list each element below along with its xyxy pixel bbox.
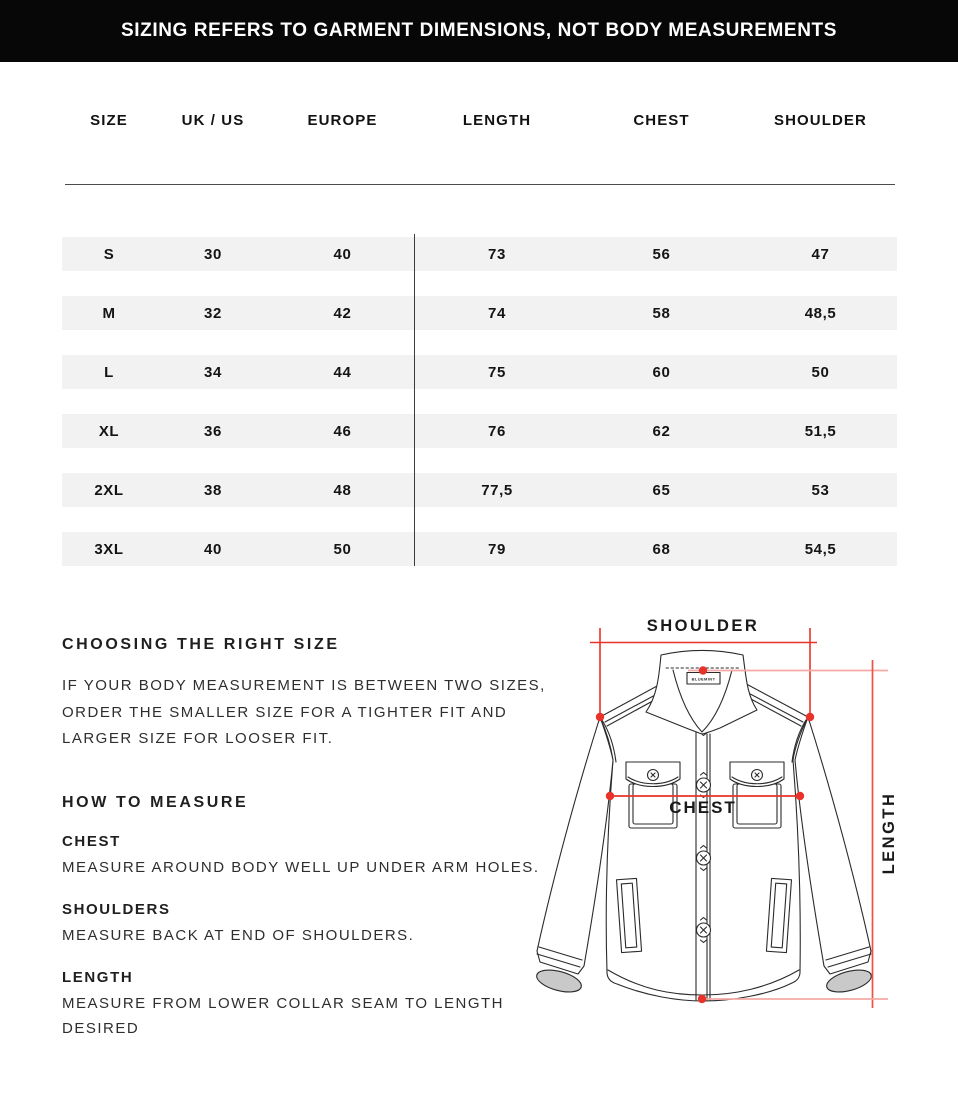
size-table-body [62,237,897,591]
measure-item-length [62,969,567,1041]
measure-label: CHEST [62,832,121,850]
cell-uk-us: 34 [204,363,222,381]
cell-size: 2XL [94,481,124,499]
measure-text: MEASURE AROUND BODY WELL UP UNDER ARM HOLES. [62,858,540,876]
header-rule [65,184,895,185]
cell-chest: 68 [652,540,671,558]
cell-europe: 50 [333,540,352,558]
measure-text: MEASURE BACK AT END OF SHOULDERS. [62,926,415,944]
garment-tag-label: BLUEMINT [691,676,716,682]
cell-shoulder: 50 [811,363,830,381]
measure-label: SHOULDERS [62,900,171,918]
cell-length: 79 [488,540,506,558]
cell-uk-us: 30 [204,245,222,263]
cell-chest: 62 [652,422,671,440]
shirt-diagram [520,600,958,1094]
cell-size: M [102,304,116,322]
table-row [62,296,897,330]
cell-chest: 56 [652,245,671,263]
instructions-column [62,636,567,1041]
measure-label: LENGTH [62,968,134,986]
cell-europe: 42 [333,304,352,322]
collar-seam-point [699,666,707,674]
chest-pocket-right [730,762,784,828]
cell-uk-us: 40 [204,540,222,558]
cell-length: 77,5 [481,481,513,499]
size-table-header [62,112,897,129]
cell-length: 76 [488,422,506,440]
sizing-disclaimer-banner [0,0,958,62]
cell-length: 73 [488,245,506,263]
cell-uk-us: 38 [204,481,222,499]
table-row [62,237,897,271]
choosing-size-heading: CHOOSING THE RIGHT SIZE [62,636,340,653]
how-to-measure-heading: HOW TO MEASURE [62,793,249,811]
table-row [62,355,897,389]
table-row [62,473,897,507]
cell-europe: 48 [333,481,352,499]
column-header-shoulder: SHOULDER [774,112,867,129]
cell-shoulder: 48,5 [804,304,837,322]
chest-point-left [606,792,614,800]
cell-chest: 60 [652,363,671,381]
cell-uk-us: 32 [204,304,222,322]
banner-title: SIZING REFERS TO GARMENT DIMENSIONS, NOT BODY MEASUREMENTS [120,20,838,41]
measure-item-shoulders [62,901,567,948]
cell-uk-us: 36 [204,422,222,440]
cell-size: 3XL [94,540,124,558]
cell-length: 74 [488,304,506,322]
shirt-diagram-svg [520,600,958,1094]
table-row [62,532,897,566]
choosing-size-body: IF YOUR BODY MEASUREMENT IS BETWEEN TWO SIZES, ORDER THE SMALLER SIZE FOR A TIGHTER FIT AND LARGER SIZE FOR LOOSER FIT. [62,677,546,747]
cell-shoulder: 54,5 [804,540,837,558]
cell-europe: 46 [333,422,352,440]
cell-chest: 65 [652,481,671,499]
chest-point-right [796,792,804,800]
measure-item-chest [62,833,567,880]
chest-dimension-label: CHEST [669,798,737,817]
cell-shoulder: 53 [811,481,830,499]
shoulder-point-right [806,713,814,721]
length-dimension-label: LENGTH [880,791,898,875]
column-header-length: LENGTH [462,112,532,129]
column-header-chest: CHEST [633,112,690,129]
table-column-divider [414,234,415,566]
shirt-line-art [534,651,873,1002]
shoulder-dimension-label: SHOULDER [646,617,760,635]
table-row [62,414,897,448]
column-header-size: SIZE [90,112,128,129]
column-header-uk-us: UK / US [181,112,245,129]
cell-size: XL [98,422,120,440]
cell-europe: 40 [333,245,352,263]
shoulder-point-left [596,713,604,721]
cell-chest: 58 [652,304,671,322]
chest-pocket-left [626,762,680,828]
hem-point [698,995,706,1003]
cell-length: 75 [488,363,506,381]
cell-size: S [103,245,115,263]
column-header-europe: EUROPE [307,112,378,129]
cell-size: L [104,363,114,381]
measure-text: MEASURE FROM LOWER COLLAR SEAM TO LENGTH DESIRED [62,994,505,1037]
cell-europe: 44 [333,363,352,381]
cell-shoulder: 51,5 [804,422,837,440]
cell-shoulder: 47 [811,245,830,263]
